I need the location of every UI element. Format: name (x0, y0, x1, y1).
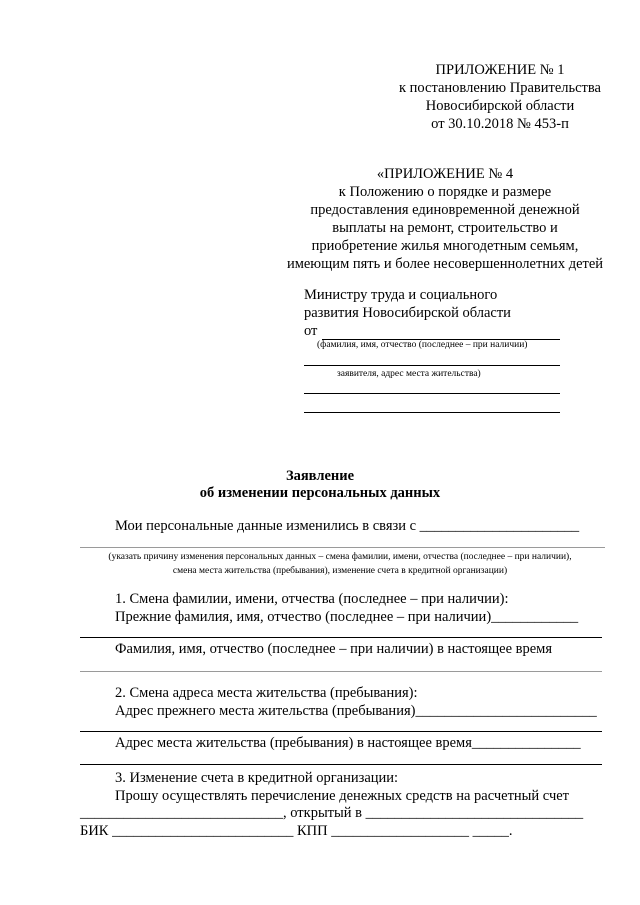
change-reason-intro: Мои персональные данные изменились в связи с ______________________ (115, 518, 580, 534)
current-name-line[interactable] (80, 671, 602, 672)
applicant-address-line-3[interactable] (304, 412, 560, 413)
appendix-4-line-1: к Положению о порядке и размере (338, 184, 552, 200)
appendix-4-title: «ПРИЛОЖЕНИЕ № 4 (376, 166, 514, 182)
previous-address-line[interactable] (80, 731, 602, 732)
change-reason-line[interactable] (80, 547, 605, 548)
applicant-address-hint: заявителя, адрес места жительства) (337, 369, 481, 379)
section-3-title: 3. Изменение счета в кредитной организации: (115, 770, 399, 786)
section-2-current-address: Адрес места жительства (пребывания) в настоящее время_______________ (115, 735, 581, 751)
applicant-address-line-2[interactable] (304, 393, 560, 394)
addressee-line-1: Министру труда и социального (304, 287, 498, 303)
change-reason-hint-2: смена места жительства (пребывания), изменение счета в кредитной организации) (172, 566, 508, 576)
current-address-line[interactable] (80, 764, 602, 765)
previous-name-line[interactable] (80, 637, 602, 638)
appendix-4-line-3: выплаты на ремонт, строительство и (332, 220, 558, 236)
from-label: от (304, 323, 318, 339)
appendix-4-line-5: имеющим пять и более несовершеннолетних детей (286, 256, 604, 272)
applicant-name-hint: (фамилия, имя, отчество (последнее – при наличии) (317, 340, 528, 350)
section-3-bik-kpp: БИК _________________________ КПП ___________________ _____. (80, 823, 513, 839)
section-2-previous-address: Адрес прежнего места жительства (пребывания)_________________________ (115, 703, 597, 719)
section-3-request: Прошу осуществлять перечисление денежных средств на расчетный счет (115, 788, 570, 804)
appendix-1-line-1: к постановлению Правительства (399, 80, 601, 96)
section-1-current-name: Фамилия, имя, отчество (последнее – при наличии) в настоящее время (115, 641, 553, 657)
appendix-1-line-2: Новосибирской области (425, 98, 575, 114)
section-1-title: 1. Смена фамилии, имени, отчества (последнее – при наличии): (115, 591, 509, 607)
appendix-1-line-3: от 30.10.2018 № 453-п (431, 116, 569, 132)
appendix-1-title: ПРИЛОЖЕНИЕ № 1 (435, 62, 565, 78)
section-1-previous-name: Прежние фамилия, имя, отчество (последнее – при наличии)____________ (115, 609, 579, 625)
section-2-title: 2. Смена адреса места жительства (пребывания): (115, 685, 418, 701)
applicant-address-line-1[interactable] (304, 365, 560, 366)
statement-subtitle: об изменении персональных данных (199, 485, 441, 501)
change-reason-hint-1: (указать причину изменения персональных данных – смена фамилии, имени, отчества (последнее – при наличии), (108, 552, 572, 562)
appendix-4-line-4: приобретение жилья многодетным семьям, (311, 238, 579, 254)
addressee-line-2: развития Новосибирской области (304, 305, 511, 321)
statement-title: Заявление (285, 468, 355, 484)
section-3-account: ____________________________, открытый в ______________________________ (80, 805, 584, 821)
appendix-4-line-2: предоставления единовременной денежной (310, 202, 580, 218)
